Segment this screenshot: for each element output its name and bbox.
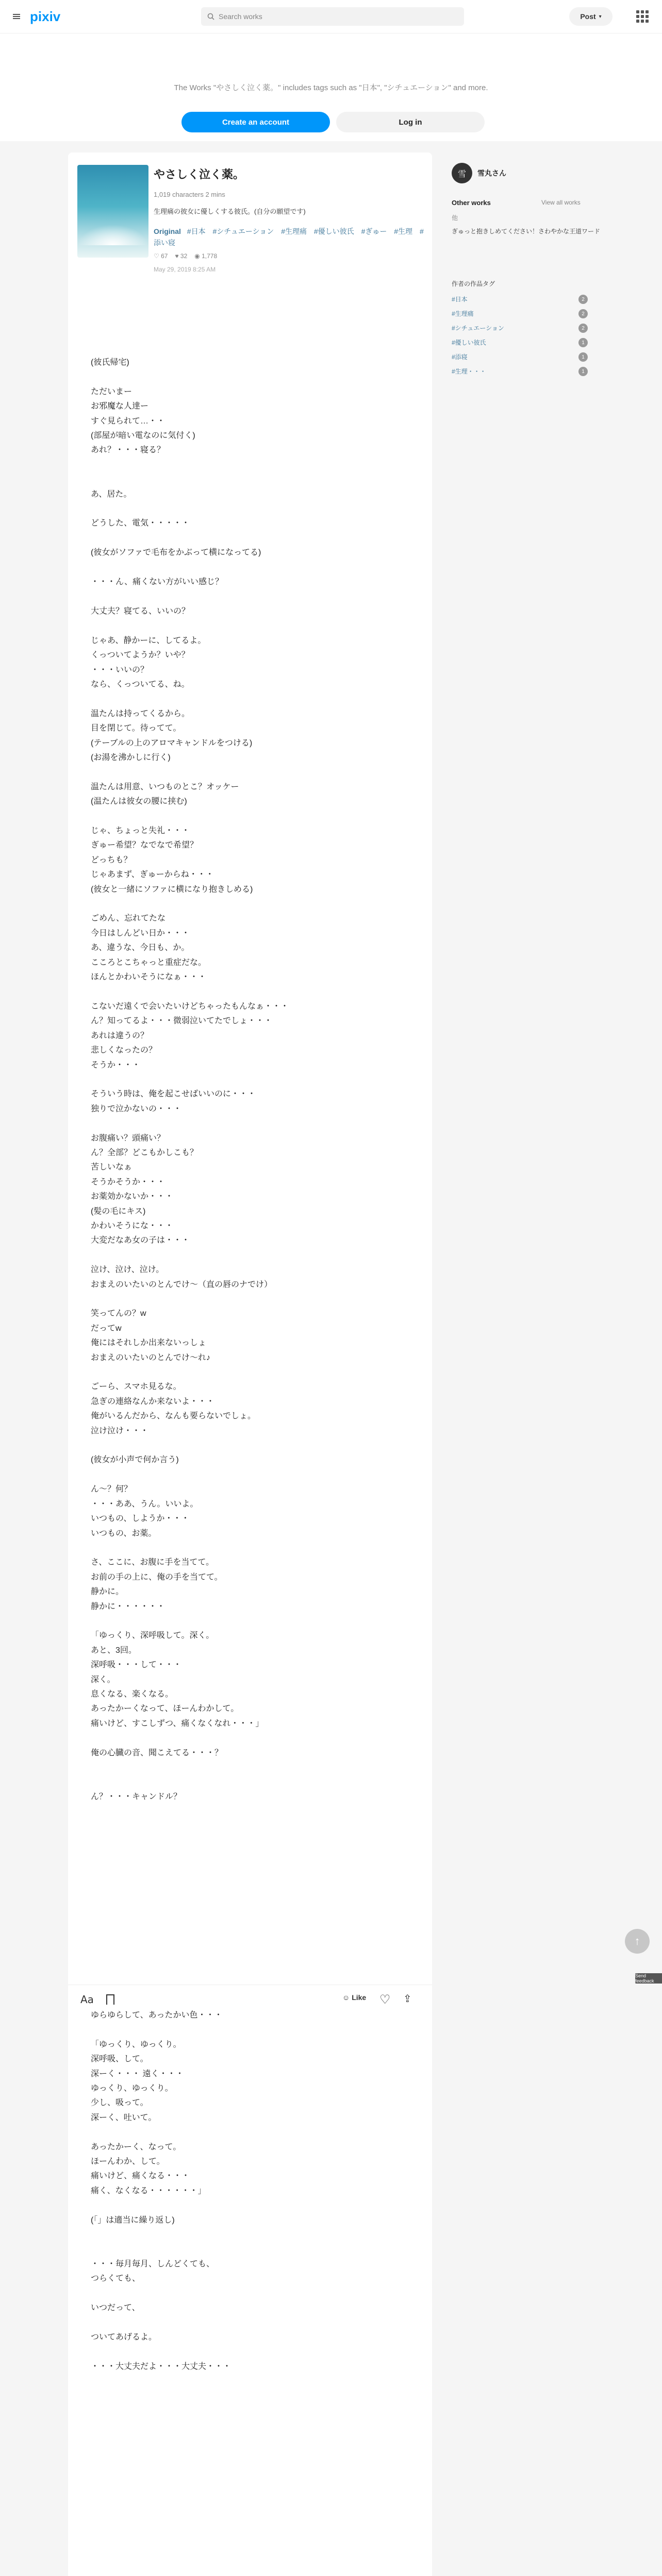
- search-input[interactable]: [201, 7, 464, 26]
- sidebar-tag[interactable]: #添寝 1: [452, 352, 588, 361]
- font-settings-button[interactable]: Aa: [80, 1993, 94, 2006]
- author-tags-title: 作者の作品タグ: [452, 280, 495, 287]
- create-account-button[interactable]: Create an account: [181, 112, 330, 132]
- tag[interactable]: #添い寝: [154, 227, 424, 247]
- search-icon: [207, 13, 214, 20]
- work-stats: [154, 252, 217, 260]
- chevron-down-icon: ▾: [599, 13, 602, 20]
- work-caption: 生理痛の彼女に優しくする彼氏。(自分の願望です): [154, 208, 306, 215]
- sidebar-tag[interactable]: #生理・・・ 1: [452, 367, 588, 376]
- menu-icon[interactable]: [12, 12, 21, 21]
- sidebar-work-link[interactable]: ぎゅっと抱きしめてください！さわやかな王道ワード: [452, 228, 601, 235]
- pixiv-logo[interactable]: [12, 9, 60, 25]
- tag[interactable]: #生理痛: [281, 227, 307, 235]
- like-button[interactable]: ☺ Like: [342, 1993, 367, 2002]
- feedback-button[interactable]: Send feedback: [635, 1973, 662, 1984]
- tag[interactable]: #ぎゅー: [361, 227, 387, 235]
- sidebar-tag[interactable]: #シチュエーション 2: [452, 324, 588, 332]
- signup-banner: [0, 33, 662, 141]
- top-bar: [0, 0, 662, 33]
- banner-text: The Works "やさしく泣く薬。" includes tags such as "日本", "シチュエーション" and more.: [174, 83, 488, 92]
- tag-list: [154, 226, 427, 248]
- cover-image: [77, 165, 148, 258]
- bookmark-count: ♥ 32: [175, 252, 188, 260]
- sidebar-author-name[interactable]: 雪丸さん: [477, 169, 506, 177]
- like-count: ♡ 67: [154, 252, 168, 260]
- sidebar-series-label: 他: [452, 214, 458, 222]
- post-label: Post: [580, 12, 596, 21]
- view-count: ◉ 1,778: [194, 252, 218, 260]
- sidebar-tag[interactable]: #優しい彼氏 1: [452, 338, 588, 347]
- story-text-continued: ゆらゆらして、あったかい色・・・ 「ゆっくり、ゆっくり。 深呼吸、して。 深ーく・・・ 遠く・・・ ゆっくり、ゆっくり。 少し、吸って。 深ーく、吐いて。 あったかーく、なって。 ほーんわか、して。 痛いけど、痛くなる・・・ 痛く、なくなる・・・・・・」 (「」は適当に繰り返し) ・・・毎月毎月、しんどくても、 つらくても、 いつだって、 ついてあげるよ。 ・・・大丈夫だよ・・・大丈夫・・・: [91, 2011, 231, 2371]
- sidebar-author[interactable]: [452, 163, 506, 183]
- avatar[interactable]: 雪: [452, 163, 472, 183]
- sidebar-tag[interactable]: #生理痛 2: [452, 309, 588, 318]
- tag[interactable]: #生理: [394, 227, 413, 235]
- publish-date: May 29, 2019 8:25 AM: [154, 266, 216, 273]
- sidebar-tag[interactable]: #日本 2: [452, 295, 588, 303]
- apps-grid-icon[interactable]: [636, 10, 649, 23]
- search-placeholder: Search works: [219, 12, 262, 21]
- other-works-title: Other works: [452, 199, 491, 207]
- sidebar-view-all[interactable]: View all works: [541, 199, 581, 206]
- tag[interactable]: #シチュエーション: [212, 227, 274, 235]
- tag[interactable]: #優しい彼氏: [313, 227, 354, 235]
- bookmark-icon[interactable]: [106, 1994, 114, 2005]
- original-tag[interactable]: Original: [154, 227, 181, 235]
- heart-icon[interactable]: ♡: [379, 1993, 391, 2007]
- story-text: (彼氏帰宅) ただいまー お邪魔な人達ー すぐ見られて…・・ (部屋が暗い電なのに気付く) あれ？・・・寝る？ あ、居た。 どうした、電気・・・・・ (彼女がソファで毛布をかぶって横になってる) ・・・ん、痛くない方がいい感じ？ 大丈夫？寝てる、いいの？ じゃあ、静かーに、してるよ。 くっついてようか？いや？ ・・・いいの？ なら、くっついてる、ね。 温たんは持ってくるから。 目を閉じて。待ってて。 (テーブルの上のアロマキャンドルをつける) (お湯を沸かしに行く) 温たんは用意、いつものとこ？オッケー (温たんは彼女の腰に挟む) じゃ、ちょっと失礼・・・ ぎゅー希望？なでなで希望？ どっちも？ じゃあまず、ぎゅーからね・・・ (彼女と一緒にソファに横になり抱きしめる) ごめん、忘れてたな 今日はしんどい日か・・・ あ、違うな、今日も、か。 こころとこちゃっと重症だな。 ほんとかわいそうになぁ・・・ こないだ遠くで会いたいけどちゃったもんなぁ・・・ ん？知ってるよ・・・微弱泣いてたでしょ・・・ あれは違うの？ 悲しくなったの？ そうか・・・ そういう時は、俺を起こせばいいのに・・・ 独りで泣かないの・・・ お腹痛い？頭痛い？ ん？全部？どこもかしこも？ 苦しいなぁ そうかそうか・・・ お薬効かないか・・・ (髪の毛にキス) かわいそうにな・・・ 大変だなあ女の子は・・・ 泣け、泣け、泣け。 おまえのいたいのとんでけ～（直の唇のナでけ） 笑ってんの？w だってw 俺にはそれしか出来ないっしょ おまえのいたいのとんでけ～れ♪ ごーら、スマホ見るな。 急ぎの連絡なんか来ないよ・・・ 俺がいるんだから、なんも要らないでしょ。 泣け泣け・・・ (彼女が小声で何か言う) ん～？何？ ・・・ああ、うん。いいよ。 いつもの、しようか・・・ いつもの、お薬。 さ、ここに、お腹に手を当てて。 お前の手の上に、俺の手を当てて。 静かに。 静かに・・・・・・ 「ゆっくり、深呼吸して。深く。 あと、3回。 深呼吸・・・して・・・ 深く。 息くなる、楽くなる。 あったかーくなって、ほーんわかして。 痛いけど、すこしずつ、痛くなくなれ・・・」 俺の心臓の音、聞こえてる・・・？ ん？・・・キャンドル？: [91, 358, 289, 1801]
- post-button[interactable]: [569, 7, 613, 26]
- logo-text[interactable]: pixiv: [30, 8, 61, 24]
- work-title: やさしく泣く薬。: [154, 168, 245, 181]
- login-button[interactable]: Log in: [336, 112, 485, 132]
- work-meta: 1,019 characters 2 mins: [154, 191, 225, 198]
- scroll-to-top-button[interactable]: ↑: [625, 1929, 650, 1954]
- share-icon[interactable]: ⇪: [403, 1993, 412, 2005]
- tag[interactable]: #日本: [187, 227, 206, 235]
